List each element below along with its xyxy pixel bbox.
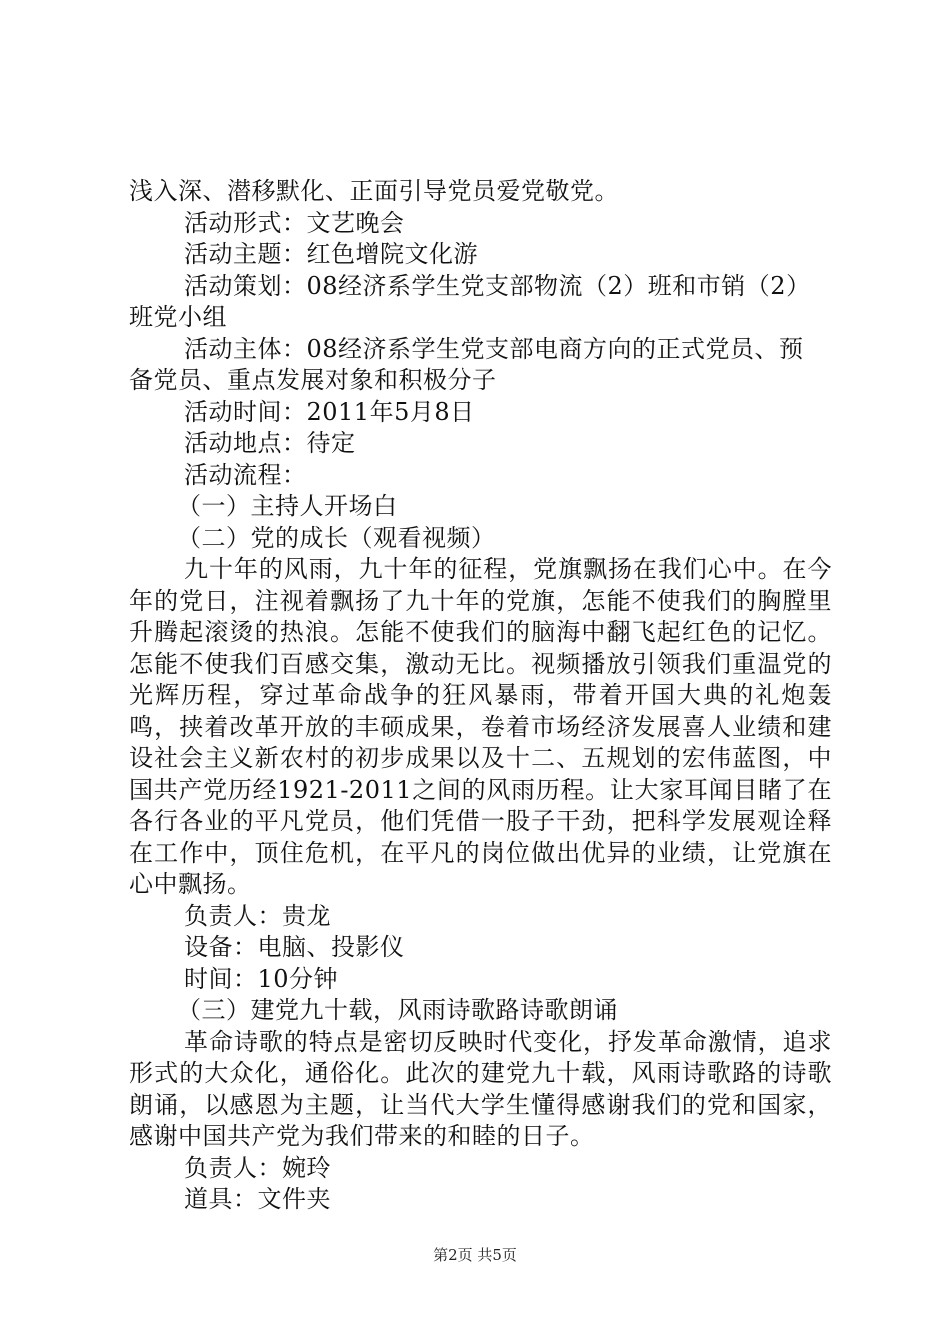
page-footer: 第2页 共5页 (433, 1246, 517, 1264)
activity-time-line: 活动时间：2011年5月8日 (184, 397, 475, 426)
duration-line: 时间：10分钟 (184, 964, 339, 993)
video-description-paragraph: 九十年的风雨，九十年的征程，党旗飘扬在我们心中。在今年的党日，注视着飘扬了九十年的党旗，怎能不使我们的胸膛里升腾起滚烫的热浪。怎能不使我们的脑海中翻飞起红色的记忆。怎能不使我们百感交集，激动无比。视频播放引领我们重温党的光辉历程，穿过革命战争的狂风暴雨，带着开国大典的礼炮轰鸣，挟着改革开放的丰硕成果，卷着市场经济发展喜人业绩和建设社会主义新农村的初步成果以及十二、五规划的宏伟蓝图，中国共产党历经1921-2011之间的风雨历程。让大家耳闻目睹了在各行各业的平凡党员，他们凭借一股子干劲，把科学发展观诠释在工作中，顶住危机，在平凡的岗位做出优异的业绩，让党旗在心中飘扬。 (129, 555, 832, 898)
props-line: 道具：文件夹 (184, 1185, 331, 1213)
responsible-person-line-2: 负责人：婉玲 (184, 1153, 331, 1182)
activity-location-line: 活动地点：待定 (184, 429, 356, 457)
section-three-heading: （三）建党九十载，风雨诗歌路诗歌朗诵 (177, 996, 618, 1024)
activity-process-heading: 活动流程： (184, 460, 307, 489)
activity-planning-continued: 班党小组 (129, 303, 227, 331)
activity-theme-line: 活动主题：红色增院文化游 (184, 240, 478, 268)
activity-planning-line: 活动策划：08经济系学生党支部物流（2）班和市销（2） (184, 271, 811, 300)
text-line: 浅入深、潜移默化、正面引导党员爱党敬党。 (129, 177, 619, 205)
activity-form-line: 活动形式：文艺晚会 (184, 208, 405, 237)
equipment-line: 设备：电脑、投影仪 (184, 933, 405, 961)
activity-subject-continued: 备党员、重点发展对象和积极分子 (129, 366, 497, 394)
poetry-description-paragraph: 革命诗歌的特点是密切反映时代变化，抒发革命激情，追求形式的大众化，通俗化。此次的建党九十载，风雨诗歌路的诗歌朗诵，以感恩为主题，让当代大学生懂得感谢我们的党和国家，感谢中国共产党为我们带来的和睦的日子。 (129, 1027, 832, 1150)
section-two-heading: （二）党的成长（观看视频） (177, 523, 496, 552)
activity-subject-line: 活动主体：08经济系学生党支部电商方向的正式党员、预 (184, 334, 804, 363)
document-body (129, 176, 832, 1216)
responsible-person-line: 负责人：贵龙 (184, 901, 331, 930)
section-one-heading: （一）主持人开场白 (177, 492, 398, 520)
